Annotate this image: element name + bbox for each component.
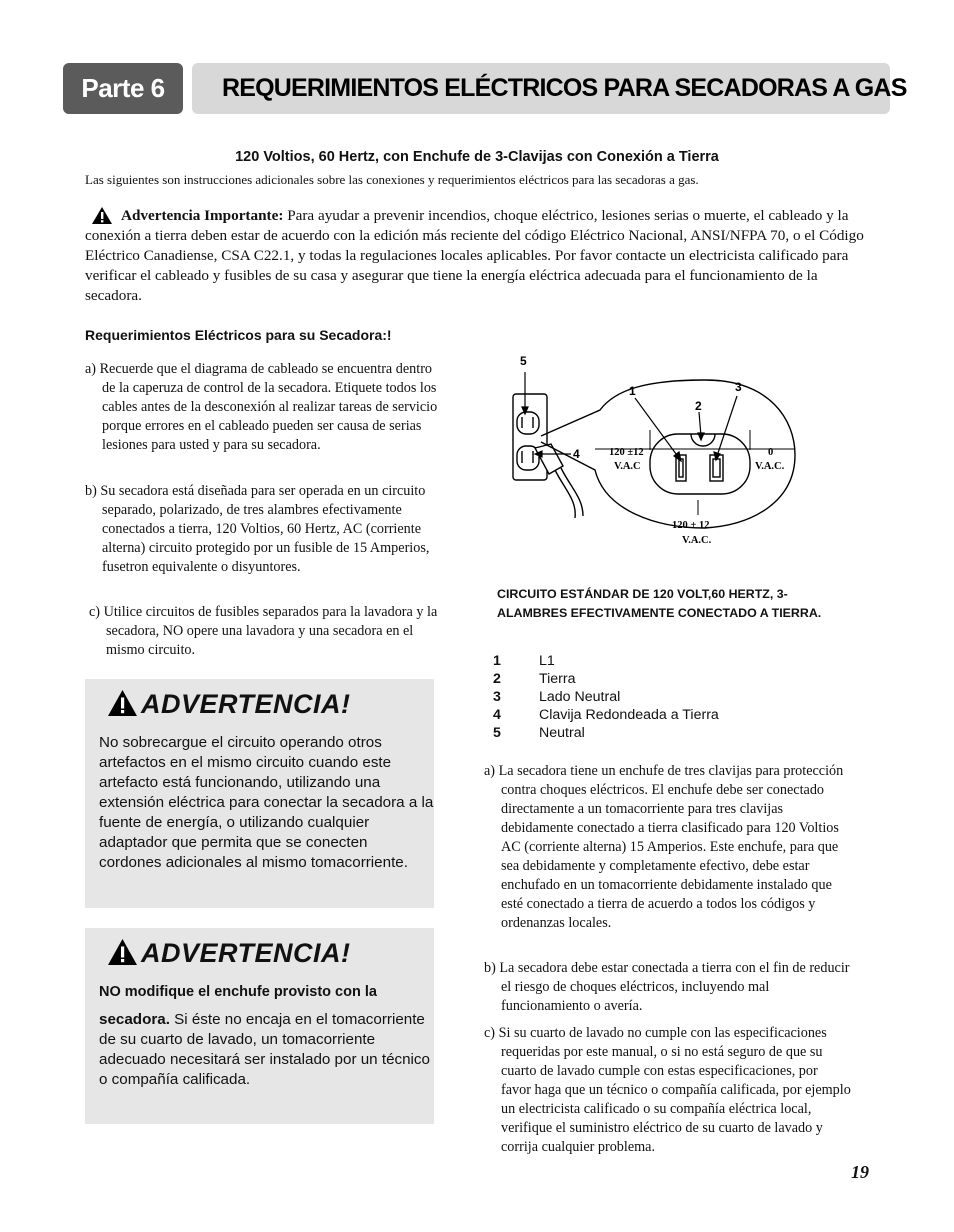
voltage-bottom-top: 120 + 12 <box>672 520 710 531</box>
warning-body: No sobrecargue el circuito operando otros artefactos en el mismo circuito cuando este artefacto está funcionando, utilizando una extensión eléctrica para conectar la secadora a la fuente de energía, o utilizando cualquier adaptador que permita que se conecten cordones adicionales al mismo tomacorriente. <box>99 734 434 871</box>
receptacle-face <box>650 434 750 494</box>
voltage-left-bottom: V.A.C <box>614 461 641 472</box>
warning-body-text: Si éste no encaja en el tomacorriente de su cuarto de lavado, un tomacorriente adecuado necesitará ser instalado por un técnico o compañía calificada. <box>99 1011 430 1088</box>
callout-2: 2 <box>695 399 702 413</box>
voltage-bottom-bottom: V.A.C. <box>682 535 712 546</box>
warning-bold-line: NO modifique el enchufe provisto con la <box>99 984 377 1000</box>
voltage-right-top: 0 <box>768 447 774 458</box>
warning-body <box>99 1010 434 1090</box>
callout-4: 4 <box>573 447 580 461</box>
list-item: b) Su secadora está diseñada para ser operada en un circuito separado, polarizado, de tres alambres efectivamente conectados a tierra, 120 Voltios, 60 Hertz, AC (corriente alterna) circuito protegido por un fusible de 15 Amperios, fusetron equivalente o disyuntores. <box>85 483 430 575</box>
list-item: c) Si su cuarto de lavado no cumple con las especificaciones requeridas por este manual, o si no está seguro de que su cuarto de lavado cumple con estas especificaciones, por favor haga que un técnico o compañía calificada, por ejemplo un electricista calificado o su compañía eléctrica local, verifique el suministro eléctrico de su cuarto de lavado y corrija cualquier problema. <box>484 1025 851 1155</box>
outlet-top <box>517 412 539 434</box>
voltage-left-top: 120 ±12 <box>609 447 644 458</box>
important-warning <box>85 206 875 306</box>
warning-triangle-icon <box>107 689 138 717</box>
important-warning-label: Advertencia Importante: <box>121 207 284 224</box>
diagram-caption: CIRCUITO ESTÁNDAR DE 120 VOLT,60 HERTZ, 3-ALAMBRES EFECTIVAMENTE CONECTADO A TIERRA. <box>497 587 822 620</box>
warning-bold-word: secadora. <box>99 1011 170 1028</box>
page-title: REQUERIMIENTOS ELÉCTRICOS PARA SECADORAS A GAS <box>192 63 890 114</box>
warning-triangle-icon <box>91 206 113 225</box>
list-item: c) Utilice circuitos de fusibles separados para la lavadora y la secadora, NO opere una lavadora y una secadora en el mismo circuito. <box>89 604 438 658</box>
voltage-right-bottom: V.A.C. <box>755 461 785 472</box>
page-number: 19 <box>851 1162 869 1182</box>
section-subheading: 120 Voltios, 60 Hertz, con Enchufe de 3-Clavijas con Conexión a Tierra <box>235 149 719 165</box>
list-item: a) Recuerde que el diagrama de cableado se encuentra dentro de la caperuza de control de la secadora. Etiquete todos los cables antes de la desconexión al realizar tareas de servicio porque errores en el cableado pueden ser causa de serias lesiones para usted y para su secadora. <box>85 361 438 453</box>
list-item: a) La secadora tiene un enchufe de tres clavijas para protección contra choques eléctricos. El enchufe debe ser conectado directamente a un tomacorriente para tres clavijas debidamente conectado a tierra clasificado para 120 Voltios AC (corriente alterna) 15 Amperios. Este enchufe, para que sea debidamente y completamente efectivo, debe estar enchufado en un tomacorriente debidamente instalado que esté conectado a tierra de acuerdo a todos los códigos y ordenanzas locales. <box>484 763 844 931</box>
warning-box-overload <box>85 679 434 908</box>
warning-title: ADVERTENCIA! <box>141 938 351 968</box>
requirements-heading: Requerimientos Eléctricos para su Secadora:! <box>85 327 392 343</box>
wall-plate <box>513 394 547 480</box>
warning-triangle-icon <box>107 938 138 966</box>
warning-box-plug <box>85 928 434 1124</box>
important-warning-text: Para ayudar a prevenir incendios, choque eléctrico, lesiones serias o muerte, el cableado y la conexión a tierra deben estar de acuerdo con la edición más reciente del código Eléctrico Nacional, ANSI/NFPA 70, o el Código Eléctrico Canadiense, CSA C22.1, y todas la regulaciones locales aplicables. Por favor contacte un electricista calificado para verificar el cableado y fusibles de su casa y asegurar que tiene la energía eléctrica adecuada para el funcionamiento de la secadora. <box>85 207 864 304</box>
callout-1: 1 <box>629 384 636 398</box>
warning-title: ADVERTENCIA! <box>141 689 351 719</box>
callout-3: 3 <box>735 380 742 394</box>
callout-5: 5 <box>520 354 527 368</box>
list-item: b) La secadora debe estar conectada a tierra con el fin de reducir el riesgo de choques eléctricos, incluyendo mal funcionamiento o avería. <box>484 960 850 1014</box>
intro-text: Las siguientes son instrucciones adicionales sobre las conexiones y requerimientos eléctricos para las secadoras a gas. <box>85 172 699 187</box>
cord <box>555 470 575 518</box>
part-label: Parte 6 <box>63 63 183 114</box>
outlet-diagram <box>505 350 805 550</box>
